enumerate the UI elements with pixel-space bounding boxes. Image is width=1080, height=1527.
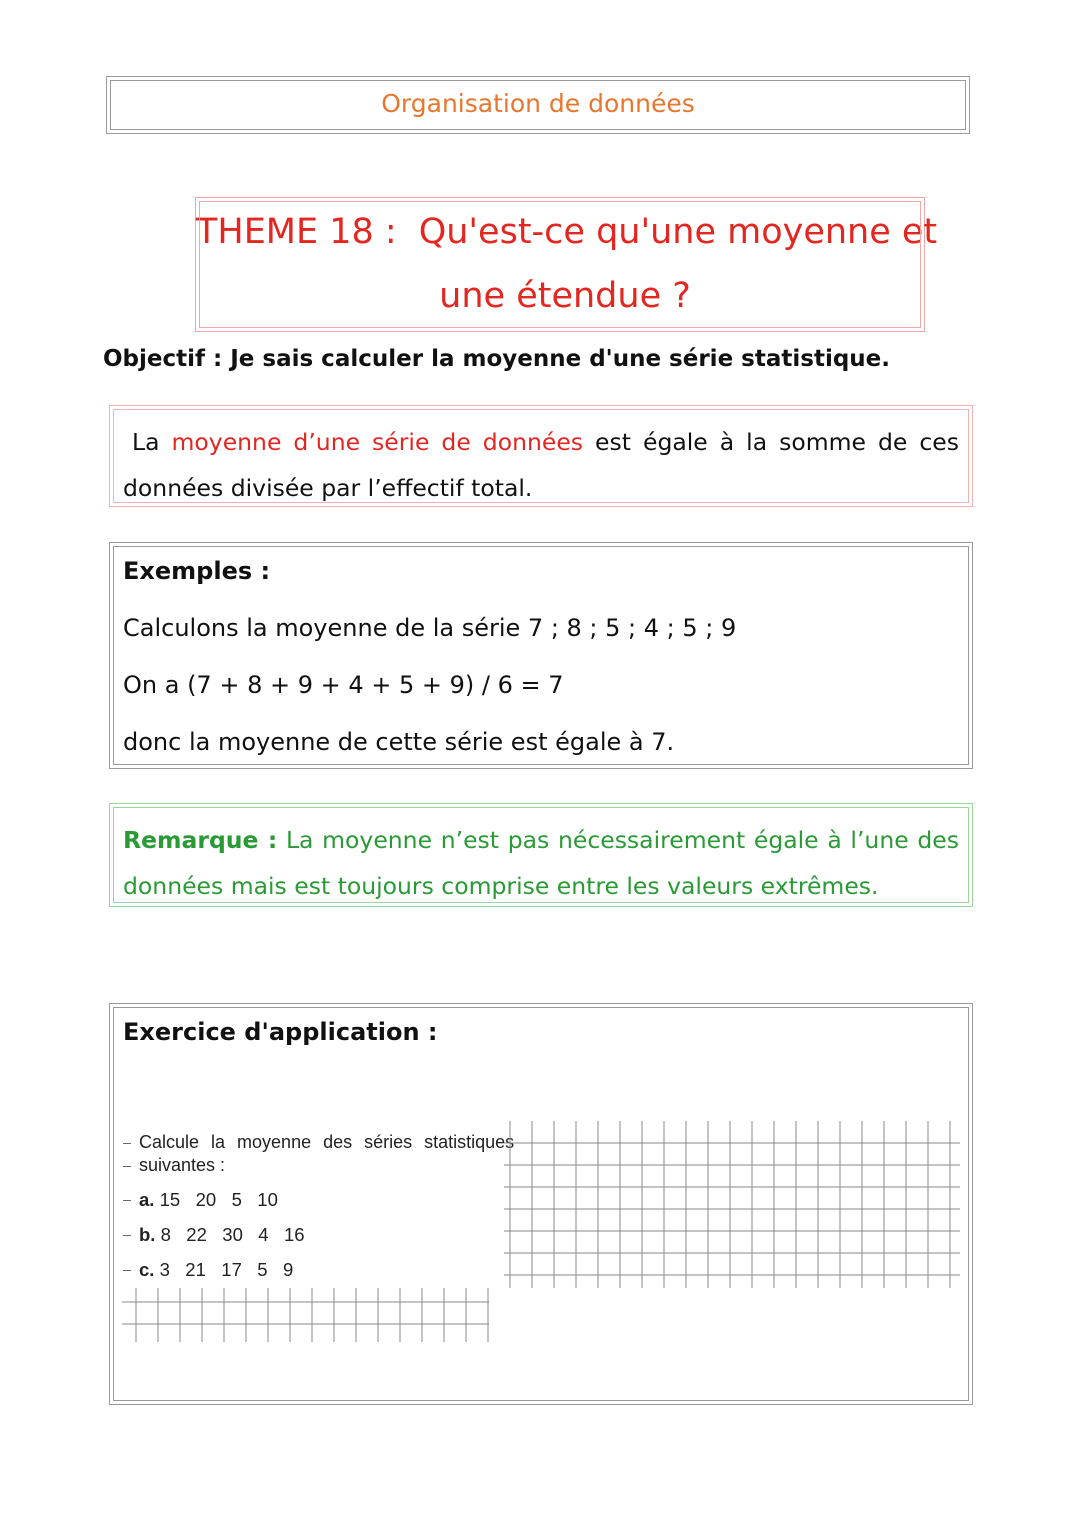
margin-dash [123,1270,131,1271]
remark-label: Remarque : [123,826,278,854]
theme-title-text: Qu'est-ce qu'une moyenne et [418,212,938,252]
margin-dash [123,1235,131,1236]
series-row [139,1224,305,1246]
exercise-instruction-line2: suivantes : [139,1155,226,1175]
definition-box [109,405,973,507]
examples-title: Exemples : [123,557,271,585]
definition-highlight: moyenne d’une série de données [171,428,584,456]
exercise-instruction-line1: Calcule la moyenne des séries statistiques [139,1132,515,1152]
series-values: 3 21 17 5 9 [159,1259,294,1280]
exercise-box [109,1003,973,1405]
theme-title-line2: une étendue ? [439,276,691,316]
series-values: 15 20 5 10 [159,1189,278,1210]
series-row [139,1259,293,1281]
margin-dash [123,1143,131,1144]
example-line-2: On a (7 + 8 + 9 + 4 + 5 + 9) / 6 = 7 [123,671,564,699]
header-title: Organisation de données [381,89,695,118]
exercise-title: Exercice d'application : [123,1018,438,1046]
example-line-1: Calculons la moyenne de la série 7 ; 8 ; 5 ; 4 ; 5 ; 9 [123,614,737,642]
remark-text [123,817,959,909]
series-letter: b. [139,1224,156,1245]
answer-grid-right[interactable] [504,1121,960,1288]
theme-title-line1 [196,212,938,252]
example-line-3: donc la moyenne de cette série est égale à 7. [123,728,675,756]
theme-box [195,197,938,332]
definition-prefix: La [132,428,172,456]
series-row [139,1189,278,1211]
remark-body: La moyenne n’est pas nécessairement égale à l’une des données mais est toujours comprise entre les valeurs extrêmes. [123,826,959,900]
margin-dash [123,1166,131,1167]
theme-label: THEME 18 : [196,212,397,252]
objective-text: Objectif : Je sais calculer la moyenne d'une série statistique. [103,346,890,372]
remark-box [109,803,973,907]
header-box [106,76,970,134]
definition-text [123,419,959,511]
series-values: 8 22 30 4 16 [160,1224,305,1245]
definition-rest: est égale à la somme de ces données divisée par l’effectif total. [123,428,959,502]
series-letter: a. [139,1189,155,1210]
margin-dash [123,1200,131,1201]
examples-box [109,542,973,769]
answer-grid-bottom[interactable] [122,1288,489,1342]
series-letter: c. [139,1259,155,1280]
